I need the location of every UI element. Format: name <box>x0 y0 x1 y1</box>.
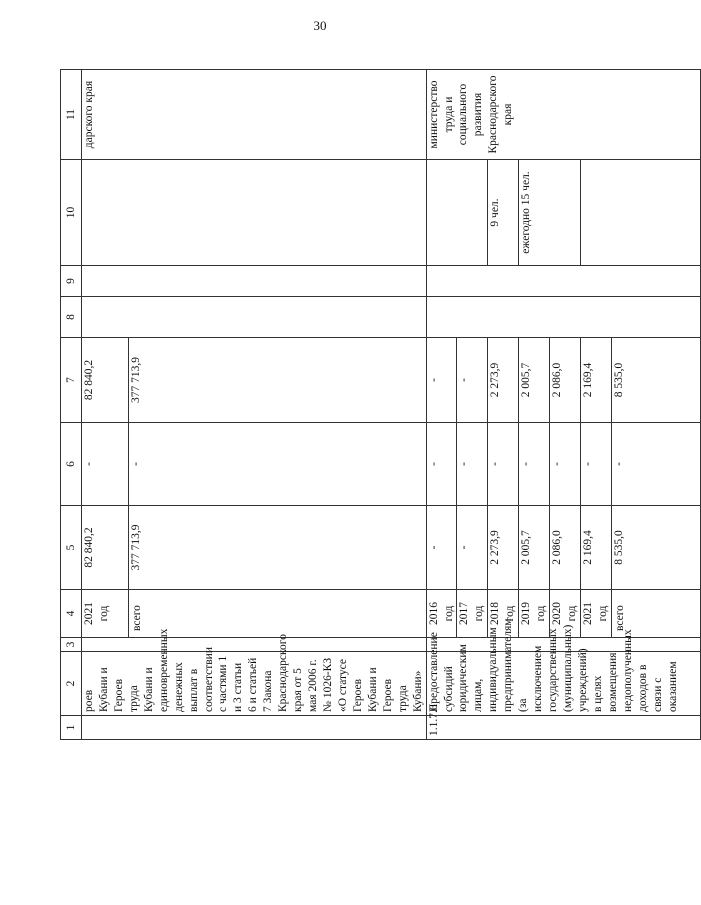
year-cell <box>611 590 700 638</box>
value-col6: - <box>550 423 581 506</box>
year-cell: 2016 год <box>426 590 457 638</box>
value-col6: - <box>488 423 519 506</box>
value-col5: 82 840,2 <box>82 506 129 590</box>
value-col5: 2 169,4 <box>580 506 611 590</box>
year-cell <box>128 590 426 638</box>
item-description: роев Кубани и Героев труда Кубани и единовременных денежных выплат в соответствии с частями 1 и 3 статьи 6 и статьей 7 Закона Краснодарского края от 5 мая 2006 г. № 1026-КЗ «О статусе Героев Кубани и Героев труда Кубани» <box>82 652 427 716</box>
year-cell: 2019 год <box>519 590 550 638</box>
value-col6: - <box>426 423 457 506</box>
value-col7: 2 086,0 <box>550 338 581 423</box>
year-cell: 2021 год <box>580 590 611 638</box>
year-total-label: всего <box>613 605 626 631</box>
value-col5: 2 273,9 <box>488 506 519 590</box>
header-col-8: 8 <box>61 297 82 338</box>
value-col7: - <box>457 338 488 423</box>
value-col5: - <box>457 506 488 590</box>
program-table <box>60 69 701 740</box>
year-cell: 2020 год <box>550 590 581 638</box>
header-col-1: 1 <box>61 716 82 740</box>
value-col6: - <box>519 423 550 506</box>
year-cell: 2021 год <box>82 590 129 638</box>
value-col6: - <box>580 423 611 506</box>
header-col-9: 9 <box>61 266 82 297</box>
header-col-6: 6 <box>61 423 82 506</box>
item-number: 1.1.7.6 <box>426 716 700 740</box>
cell-col3-empty <box>82 638 427 652</box>
rotated-table-container <box>60 70 695 740</box>
header-col-5: 5 <box>61 506 82 590</box>
value-col5: 8 535,0 <box>611 506 700 590</box>
value-col6: - <box>457 423 488 506</box>
value-col7: 2 273,9 <box>488 338 519 423</box>
participants-count: 9 чел. <box>488 160 519 266</box>
value-col6: - <box>611 423 700 506</box>
year-cell: 2017 год <box>457 590 488 638</box>
year-cell: 2018 год <box>488 590 519 638</box>
year-total-label: всего <box>130 605 143 631</box>
header-col-10: 10 <box>61 160 82 266</box>
responsible-org: дарского края <box>82 70 427 160</box>
value-col5: 377 713,9 <box>128 506 426 590</box>
value-col7: 377 713,9 <box>128 338 426 423</box>
cell-col10-empty <box>426 160 488 266</box>
value-col7: 2 169,4 <box>580 338 611 423</box>
value-col7: 82 840,2 <box>82 338 129 423</box>
cell-col8-empty <box>426 297 700 338</box>
participants-annual: ежегодно 15 чел. <box>519 160 581 266</box>
cell-col10-empty <box>580 160 700 266</box>
header-col-2: 2 <box>61 652 82 716</box>
cell-col10-empty <box>82 160 427 266</box>
item-description: Предоставление субсидий юридическим лицам, индивидуальным предпринимателям (за исключением государственных (муниципальных) учреждений) в целях возмещения недополученных доходов в связи с оказанием <box>426 652 700 716</box>
value-col7: 2 005,7 <box>519 338 550 423</box>
value-col7: - <box>426 338 457 423</box>
header-col-3: 3 <box>61 638 82 652</box>
page-number: 30 <box>313 18 327 33</box>
value-col5: - <box>426 506 457 590</box>
header-row <box>61 70 82 740</box>
table-row <box>426 70 457 740</box>
value-col6: - <box>82 423 129 506</box>
value-col5: 2 005,7 <box>519 506 550 590</box>
header-col-7: 7 <box>61 338 82 423</box>
value-col7: 8 535,0 <box>611 338 700 423</box>
header-col-11: 11 <box>61 70 82 160</box>
responsible-org: министерство труда и социального развития Краснодарского края <box>426 70 700 160</box>
cell-col8-empty <box>82 297 427 338</box>
cell-col9-empty <box>426 266 700 297</box>
table-row <box>82 70 129 740</box>
value-col5: 2 086,0 <box>550 506 581 590</box>
header-col-4: 4 <box>61 590 82 638</box>
cell-number-empty <box>82 716 427 740</box>
cell-col9-empty <box>82 266 427 297</box>
value-col6: - <box>128 423 426 506</box>
